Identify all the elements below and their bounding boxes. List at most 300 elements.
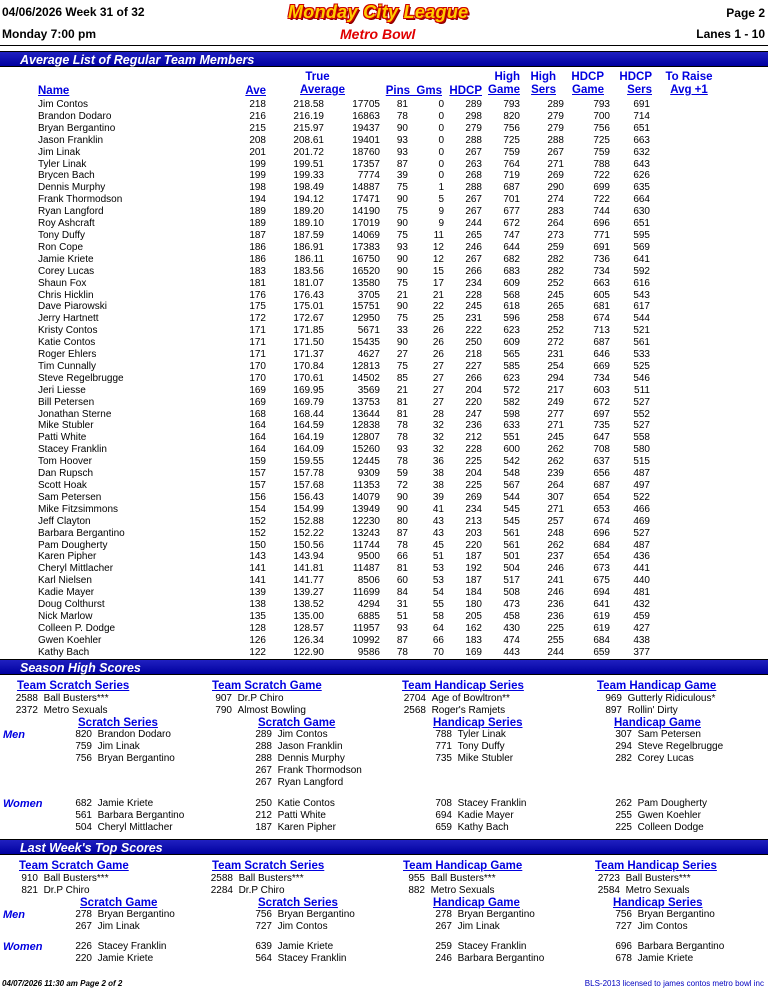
stat-cell: 244 xyxy=(547,646,564,658)
stat-cell: 271 xyxy=(547,158,564,170)
bowler-name: Shaun Fox xyxy=(38,277,87,289)
stat-cell: 271 xyxy=(547,503,564,515)
stat-cell: 459 xyxy=(633,610,650,622)
stat-cell: 90 xyxy=(396,194,408,206)
stat-cell: 157 xyxy=(249,468,266,480)
average-row xyxy=(38,123,650,135)
stat-cell: 220 xyxy=(465,396,482,408)
stat-cell: 641 xyxy=(593,599,610,611)
men-score-entry: 759 Jim Linak xyxy=(75,741,140,752)
stat-cell: 175.01 xyxy=(293,301,324,313)
team-score-entry: 790 Almost Bowling xyxy=(215,705,306,716)
stat-cell: 236 xyxy=(465,420,482,432)
team-score-entry: 2372 Metro Sexuals xyxy=(15,705,108,716)
stat-cell: 25 xyxy=(432,313,444,325)
stat-cell: 9586 xyxy=(357,646,380,658)
stat-cell: 14887 xyxy=(352,182,380,194)
stat-cell: 90 xyxy=(396,301,408,313)
stat-cell: 771 xyxy=(593,229,610,241)
stat-cell: 279 xyxy=(547,122,564,134)
stat-cell: 164 xyxy=(249,444,266,456)
stat-cell: 183.56 xyxy=(293,265,324,277)
men-label: Men xyxy=(3,909,25,921)
stat-cell: 595 xyxy=(633,229,650,241)
average-row xyxy=(38,587,650,599)
stat-cell: 39 xyxy=(396,170,408,182)
stat-cell: 187 xyxy=(249,229,266,241)
average-row xyxy=(38,563,650,575)
stat-cell: 11 xyxy=(433,229,444,241)
stat-cell: 11353 xyxy=(352,480,380,491)
stat-cell: 3569 xyxy=(357,384,380,396)
stat-cell: 93 xyxy=(396,444,408,456)
stat-cell: 228 xyxy=(465,289,482,301)
stat-cell: 674 xyxy=(593,313,610,325)
stat-cell: 734 xyxy=(593,265,610,277)
stat-cell: 12 xyxy=(432,241,444,253)
stat-cell: 170 xyxy=(249,360,266,372)
day-time: Monday 7:00 pm xyxy=(2,27,97,41)
stat-cell: 269 xyxy=(547,170,564,182)
stat-cell: 609 xyxy=(503,277,520,289)
stat-cell: 714 xyxy=(633,110,650,122)
bowler-name: Gwen Koehler xyxy=(38,634,102,646)
stat-cell: 12950 xyxy=(352,313,380,325)
women-score-entry: 220 Jamie Kriete xyxy=(75,953,154,964)
stat-cell: 623 xyxy=(503,372,520,384)
bowler-name: Karen Pipher xyxy=(38,551,97,563)
stat-cell: 277 xyxy=(547,408,564,420)
stat-cell: 0 xyxy=(438,170,444,182)
team-score-entry: 897 Rollin' Dirty xyxy=(605,705,678,716)
stat-cell: 237 xyxy=(547,551,564,563)
stat-cell: 687 xyxy=(593,337,610,349)
stat-cell: 487 xyxy=(633,539,650,551)
stat-cell: 279 xyxy=(547,110,564,122)
stat-cell: 75 xyxy=(396,229,408,241)
team-heading: Team Handicap Game xyxy=(597,680,717,692)
stat-cell: 154.99 xyxy=(293,503,324,515)
stat-cell: 157.78 xyxy=(293,468,324,480)
stat-cell: 187.59 xyxy=(293,229,324,241)
stat-cell: 708 xyxy=(593,444,610,456)
average-row xyxy=(38,159,650,171)
bowler-name: Stacey Franklin xyxy=(38,444,107,456)
stat-cell: 55 xyxy=(432,599,444,611)
stat-cell: 64 xyxy=(432,622,444,634)
season-high-band: Season High Scores xyxy=(0,659,768,675)
stat-cell: 16863 xyxy=(352,110,380,122)
stat-cell: 4294 xyxy=(357,599,380,611)
women-score-entry: 682 Jamie Kriete xyxy=(75,798,154,809)
stat-cell: 267 xyxy=(465,194,482,206)
average-row xyxy=(38,182,650,194)
average-row xyxy=(38,266,650,278)
stat-cell: 653 xyxy=(593,503,610,515)
women-score-entry: 255 Gwen Koehler xyxy=(615,810,701,821)
stat-cell: 189 xyxy=(249,218,266,230)
stat-cell: 171.37 xyxy=(293,349,324,361)
stat-cell: 18760 xyxy=(352,146,380,158)
bowler-name: Jason Franklin xyxy=(38,134,104,146)
stat-cell: 473 xyxy=(503,599,520,611)
stat-cell: 231 xyxy=(465,313,482,325)
average-row xyxy=(38,516,650,528)
average-table xyxy=(38,99,650,659)
col-ave: Ave xyxy=(245,85,266,97)
stat-cell: 22 xyxy=(432,301,444,313)
women-score-entry: 226 Stacey Franklin xyxy=(75,941,167,952)
stat-cell: 168 xyxy=(249,408,266,420)
stat-cell: 684 xyxy=(593,634,610,646)
stat-cell: 143 xyxy=(249,551,266,563)
stat-cell: 152 xyxy=(249,527,266,539)
stat-cell: 647 xyxy=(593,432,610,444)
stat-cell: 17471 xyxy=(352,194,380,206)
stat-cell: 141 xyxy=(249,563,266,575)
col-pins-gms: Pins Gms xyxy=(385,85,442,97)
stat-cell: 481 xyxy=(633,587,650,599)
stat-cell: 13949 xyxy=(352,503,380,515)
stat-cell: 17383 xyxy=(352,241,380,253)
stat-cell: 164.19 xyxy=(293,432,324,444)
stat-cell: 8506 xyxy=(357,575,380,587)
stat-cell: 216.19 xyxy=(293,110,324,122)
stat-cell: 199 xyxy=(249,158,266,170)
stat-cell: 181 xyxy=(249,277,266,289)
bowler-name: Mike Stubler xyxy=(38,420,94,432)
stat-cell: 672 xyxy=(593,396,610,408)
bowler-name: Bryan Bergantino xyxy=(38,122,116,134)
stat-cell: 75 xyxy=(396,360,408,372)
average-row xyxy=(38,278,650,290)
men-score-entry: 820 Brandon Dodaro xyxy=(75,729,171,740)
men-score-entry: 727 Jim Contos xyxy=(255,921,328,932)
stat-cell: 189.20 xyxy=(293,206,324,218)
team-score-entry: 882 Metro Sexuals xyxy=(408,885,495,896)
average-row xyxy=(38,135,650,147)
stat-cell: 150.56 xyxy=(293,539,324,551)
stat-cell: 246 xyxy=(465,241,482,253)
average-row xyxy=(38,337,650,349)
stat-cell: 527 xyxy=(633,420,650,432)
stat-cell: 11699 xyxy=(352,587,380,599)
stat-cell: 487 xyxy=(633,468,650,480)
stat-cell: 0 xyxy=(438,134,444,146)
team-heading: Team Handicap Game xyxy=(403,860,523,872)
stat-cell: 15260 xyxy=(352,444,380,456)
stat-cell: 681 xyxy=(593,301,610,313)
average-row xyxy=(38,540,650,552)
stat-cell: 264 xyxy=(547,480,564,491)
venue-name: Metro Bowl xyxy=(340,26,416,42)
stat-cell: 267 xyxy=(465,253,482,265)
stat-cell: 122 xyxy=(249,646,266,658)
stat-cell: 623 xyxy=(503,325,520,337)
stat-cell: 126.34 xyxy=(293,634,324,646)
stat-cell: 156.43 xyxy=(293,491,324,503)
stat-cell: 259 xyxy=(547,241,564,253)
stat-cell: 273 xyxy=(547,229,564,241)
stat-cell: 663 xyxy=(633,134,650,146)
average-row xyxy=(38,99,650,111)
stat-cell: 183 xyxy=(465,634,482,646)
stat-cell: 272 xyxy=(547,337,564,349)
bowler-name: Nick Marlow xyxy=(38,610,93,622)
stat-cell: 170.61 xyxy=(293,372,324,384)
stat-cell: 699 xyxy=(593,182,610,194)
average-row xyxy=(38,432,650,444)
stat-cell: 764 xyxy=(503,158,520,170)
stat-cell: 288 xyxy=(547,134,564,146)
stat-cell: 15751 xyxy=(352,301,380,313)
stat-cell: 181.07 xyxy=(293,277,324,289)
stat-cell: 637 xyxy=(593,456,610,468)
stat-cell: 644 xyxy=(503,241,520,253)
stat-cell: 228 xyxy=(465,444,482,456)
stat-cell: 169 xyxy=(249,396,266,408)
stat-cell: 33 xyxy=(396,325,408,337)
individual-heading: Handicap Game xyxy=(614,717,701,729)
stat-cell: 172 xyxy=(249,313,266,325)
stat-cell: 27 xyxy=(432,396,444,408)
stat-cell: 697 xyxy=(593,408,610,420)
average-row xyxy=(38,206,650,218)
team-score-entry: 2284 Dr.P Chiro xyxy=(210,885,285,896)
women-score-entry: 250 Katie Contos xyxy=(255,798,335,809)
stat-cell: 12445 xyxy=(352,456,380,468)
stat-cell: 90 xyxy=(396,253,408,265)
stat-cell: 139 xyxy=(249,587,266,599)
stat-cell: 632 xyxy=(633,146,650,158)
stat-cell: 282 xyxy=(547,253,564,265)
stat-cell: 14502 xyxy=(352,372,380,384)
stat-cell: 307 xyxy=(547,491,564,503)
stat-cell: 171 xyxy=(249,349,266,361)
stat-cell: 169 xyxy=(465,646,482,658)
women-score-entry: 678 Jamie Kriete xyxy=(615,953,694,964)
stat-cell: 78 xyxy=(396,539,408,551)
bowler-name: Frank Thormodson xyxy=(38,194,123,206)
stat-cell: 432 xyxy=(633,599,650,611)
stat-cell: 218 xyxy=(249,99,266,110)
stat-cell: 719 xyxy=(503,170,520,182)
average-row xyxy=(38,361,650,373)
stat-cell: 267 xyxy=(465,206,482,218)
stat-cell: 215 xyxy=(249,122,266,134)
stat-cell: 544 xyxy=(633,313,650,325)
stat-cell: 654 xyxy=(593,551,610,563)
stat-cell: 81 xyxy=(396,99,408,110)
stat-cell: 186.11 xyxy=(294,253,324,265)
stat-cell: 26 xyxy=(432,337,444,349)
stat-cell: 626 xyxy=(633,170,650,182)
stat-cell: 633 xyxy=(503,420,520,432)
stat-cell: 744 xyxy=(593,206,610,218)
stat-cell: 17357 xyxy=(352,158,380,170)
stat-cell: 254 xyxy=(547,360,564,372)
stat-cell: 14190 xyxy=(352,206,380,218)
average-row xyxy=(38,480,650,492)
stat-cell: 205 xyxy=(465,610,482,622)
stat-cell: 9 xyxy=(438,206,444,218)
stat-cell: 458 xyxy=(503,610,520,622)
average-row xyxy=(38,349,650,361)
women-score-entry: 259 Stacey Franklin xyxy=(435,941,527,952)
bowler-name: Tom Hoover xyxy=(38,456,92,468)
stat-cell: 294 xyxy=(547,372,564,384)
stat-cell: 14079 xyxy=(352,491,380,503)
stat-cell: 183 xyxy=(249,265,266,277)
stat-cell: 265 xyxy=(465,229,482,241)
stat-cell: 725 xyxy=(593,134,610,146)
stat-cell: 756 xyxy=(503,122,520,134)
stat-cell: 430 xyxy=(503,622,520,634)
bowler-name: Roger Ehlers xyxy=(38,349,97,361)
stat-cell: 184 xyxy=(465,587,482,599)
stat-cell: 258 xyxy=(547,313,564,325)
stat-cell: 466 xyxy=(633,503,650,515)
bowler-name: Jamie Kriete xyxy=(38,253,94,265)
stat-cell: 12230 xyxy=(352,515,380,527)
stat-cell: 443 xyxy=(503,646,520,658)
stat-cell: 5671 xyxy=(357,325,380,337)
individual-heading: Handicap Series xyxy=(613,897,703,909)
stat-cell: 725 xyxy=(503,134,520,146)
stat-cell: 436 xyxy=(633,551,650,563)
stat-cell: 572 xyxy=(503,384,520,396)
stat-cell: 533 xyxy=(633,349,650,361)
stat-cell: 735 xyxy=(593,420,610,432)
stat-cell: 87 xyxy=(396,158,408,170)
stat-cell: 201 xyxy=(249,146,266,158)
stat-cell: 6885 xyxy=(357,610,380,622)
stat-cell: 682 xyxy=(503,253,520,265)
stat-cell: 377 xyxy=(633,646,650,658)
stat-cell: 617 xyxy=(633,301,650,313)
stat-cell: 545 xyxy=(503,515,520,527)
stat-cell: 521 xyxy=(633,325,650,337)
bowler-name: Chris Hicklin xyxy=(38,289,94,301)
stat-cell: 246 xyxy=(547,587,564,599)
stat-cell: 3705 xyxy=(357,289,380,301)
men-score-entry: 267 Jim Linak xyxy=(75,921,140,932)
stat-cell: 654 xyxy=(593,491,610,503)
women-score-entry: 561 Barbara Bergantino xyxy=(75,810,185,821)
stat-cell: 568 xyxy=(503,289,520,301)
stat-cell: 255 xyxy=(547,634,564,646)
individual-heading: Handicap Game xyxy=(433,897,520,909)
bowler-name: Kathy Bach xyxy=(38,646,90,658)
stat-cell: 138 xyxy=(249,599,266,611)
average-row xyxy=(38,373,650,385)
stat-cell: 266 xyxy=(465,265,482,277)
stat-cell: 75 xyxy=(396,277,408,289)
average-row xyxy=(38,242,650,254)
stat-cell: 51 xyxy=(432,551,444,563)
stat-cell: 527 xyxy=(633,527,650,539)
stat-cell: 552 xyxy=(633,408,650,420)
stat-cell: 31 xyxy=(396,599,408,611)
average-row xyxy=(38,385,650,397)
stat-cell: 66 xyxy=(432,634,444,646)
stat-cell: 694 xyxy=(593,587,610,599)
stat-cell: 548 xyxy=(503,468,520,480)
men-score-entry: 267 Ryan Langford xyxy=(255,777,344,788)
stat-cell: 643 xyxy=(633,158,650,170)
stat-cell: 72 xyxy=(396,480,408,491)
stat-cell: 266 xyxy=(465,372,482,384)
average-row xyxy=(38,551,650,563)
stat-cell: 215.97 xyxy=(293,122,324,134)
stat-cell: 619 xyxy=(593,622,610,634)
stat-cell: 525 xyxy=(633,360,650,372)
stat-cell: 93 xyxy=(396,146,408,158)
stat-cell: 673 xyxy=(593,563,610,575)
stat-cell: 32 xyxy=(432,420,444,432)
stat-cell: 262 xyxy=(547,444,564,456)
stat-cell: 139.27 xyxy=(293,587,324,599)
stat-cell: 271 xyxy=(547,420,564,432)
stat-cell: 567 xyxy=(503,480,520,491)
stat-cell: 194.12 xyxy=(293,194,324,206)
women-score-entry: 504 Cheryl Mittlacher xyxy=(75,822,173,833)
bowler-name: Cheryl Mittlacher xyxy=(38,563,114,575)
col-name: Name xyxy=(38,85,70,97)
stat-cell: 217 xyxy=(547,384,564,396)
page-number: Page 2 xyxy=(726,6,765,20)
stat-cell: 225 xyxy=(547,622,564,634)
stat-cell: 501 xyxy=(503,551,520,563)
stat-cell: 204 xyxy=(465,468,482,480)
stat-cell: 152.88 xyxy=(293,515,324,527)
team-score-entry: 2588 Ball Busters*** xyxy=(210,873,304,884)
stat-cell: 81 xyxy=(396,396,408,408)
stat-cell: 87 xyxy=(396,634,408,646)
stat-cell: 45 xyxy=(432,539,444,551)
stat-cell: 13753 xyxy=(352,396,380,408)
team-score-entry: 821 Dr.P Chiro xyxy=(21,885,90,896)
stat-cell: 164 xyxy=(249,432,266,444)
stat-cell: 561 xyxy=(503,527,520,539)
stat-cell: 78 xyxy=(396,420,408,432)
stat-cell: 283 xyxy=(547,206,564,218)
bowler-name: Brycen Bach xyxy=(38,170,95,182)
stat-cell: 171.50 xyxy=(293,337,324,349)
stat-cell: 672 xyxy=(503,218,520,230)
stat-cell: 16520 xyxy=(352,265,380,277)
stat-cell: 1 xyxy=(438,182,444,194)
stat-cell: 150 xyxy=(249,539,266,551)
stat-cell: 32 xyxy=(432,444,444,456)
average-row xyxy=(38,456,650,468)
stat-cell: 11744 xyxy=(352,539,380,551)
bowler-name: Jonathan Sterne xyxy=(38,408,112,420)
bowler-name: Karl Nielsen xyxy=(38,575,92,587)
stat-cell: 585 xyxy=(503,360,520,372)
stat-cell: 438 xyxy=(633,634,650,646)
stat-cell: 793 xyxy=(503,99,520,110)
stat-cell: 171.85 xyxy=(293,325,324,337)
stat-cell: 592 xyxy=(633,265,650,277)
stat-cell: 269 xyxy=(465,491,482,503)
stat-cell: 14069 xyxy=(352,229,380,241)
stat-cell: 187 xyxy=(465,551,482,563)
stat-cell: 656 xyxy=(593,468,610,480)
stat-cell: 651 xyxy=(633,122,650,134)
team-heading: Team Scratch Game xyxy=(212,680,322,692)
stat-cell: 691 xyxy=(593,241,610,253)
